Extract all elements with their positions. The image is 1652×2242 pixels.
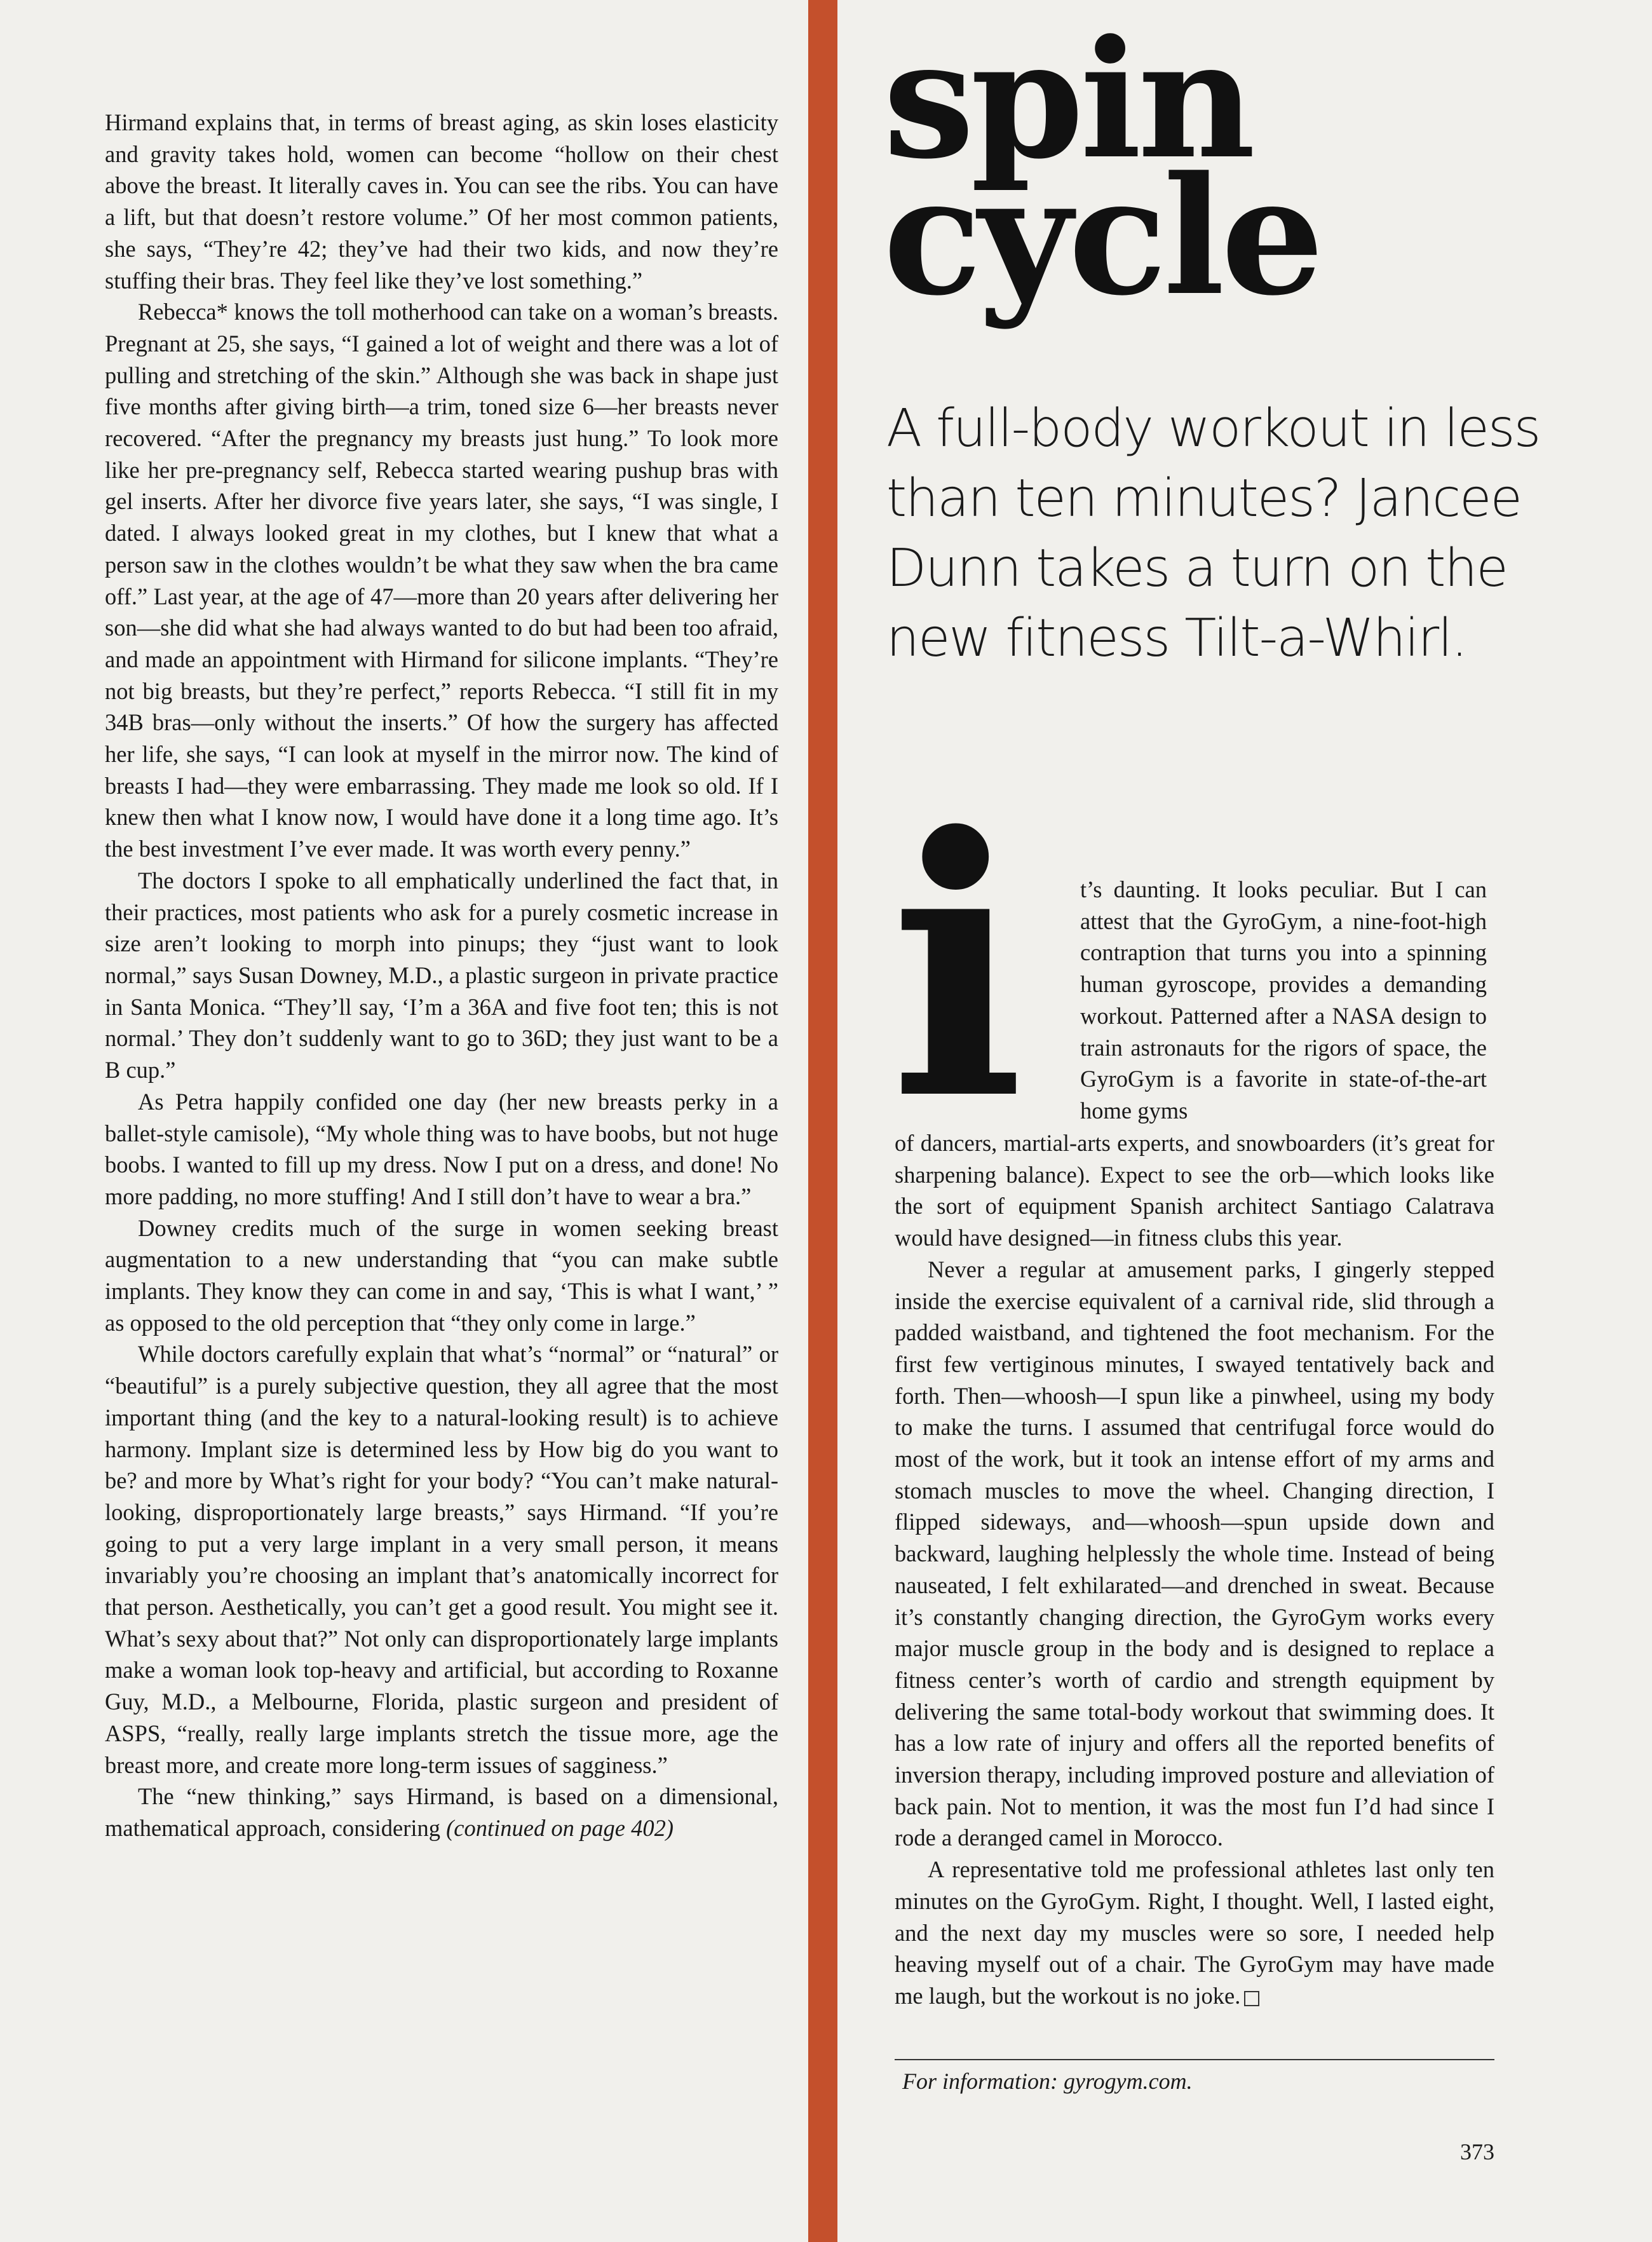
paragraph: Hirmand explains that, in terms of breast aging, as skin loses elasticity and gravity takes hold, women can become “hollow on their chest above the breast. It literally caves in. You can see the ribs. You can have a lift, but that doesn’t restore volume.” Of her most common patients, she says, “They’re 42; they’ve had their two kids, and now they’re stuffing their bras. They feel like they’ve lost something.” (105, 109, 778, 294)
paragraph-last (895, 1854, 1494, 2012)
paragraph-text: A representative told me professional athletes last only ten minutes on the GyroGym. Right, I thought. Well, I lasted eight, and the next day my muscles were so sore, I needed help heaving myself out of a chair. The GyroGym may have made me laugh, but the workout is no joke. (895, 1856, 1494, 2009)
info-rule (895, 2059, 1494, 2060)
end-mark-icon (1244, 1991, 1259, 2006)
column-divider-bar (808, 0, 837, 2242)
paragraph: Rebecca* knows the toll motherhood can take on a woman’s breasts. Pregnant at 25, she says, “I gained a lot of weight and there was a lot of pulling and stretching of the skin.” Although she was back in shape just five months after giving birth—a trim, toned size 6—her breasts never recovered. “After the pregnancy my breasts just hung.” To look more like her pre-pregnancy self, Rebecca started wearing pushup bras with gel inserts. After her divorce five years later, she says, “I was single, I dated. I always looked great in my clothes, but I knew that what a person saw in the clothes wouldn’t be what they saw when the bra came off.” Last year, at the age of 47—more than 20 years after delivering her son—she did what she had always wanted to do but had been too afraid, and made an appointment with Hirmand for silicone implants. “They’re not big breasts, but they’re perfect,” reports Rebecca. “I still fit in my 34B bras—only without the inserts.” Of how the surgery has affected her life, she says, “I can look at myself in the mirror now. The kind of breasts I had—they were embarrassing. They made me look so old. If I knew then what I know now, I would have done it a long time ago. It’s the best investment I’ve ever made. It was worth every penny.” (105, 299, 778, 862)
right-column-text (895, 1127, 1494, 2012)
continued-note: (continued on page 402) (446, 1814, 674, 1841)
article-deck: A full-body workout in less than ten minutes? Jancee Dunn takes a turn on the new fitness Tilt-a-Whirl. (886, 398, 1540, 669)
paragraph-text: The “new thinking,” says Hirmand, is based on a dimensional, mathematical approach, considering (105, 1783, 778, 1841)
paragraph: As Petra happily confided one day (her new breasts perky in a ballet-style camisole), “My whole thing was to have boobs, but not huge boobs. I wanted to fill up my dress. Now I put on a dress, and done! No more padding, no more stuffing! And I still don’t have to wear a bra.” (105, 1088, 778, 1209)
headline-line-2: cycle (883, 142, 1320, 332)
article-headline (883, 5, 1582, 332)
headline-line-1: spin (883, 5, 1252, 195)
page-number: 373 (1460, 2139, 1494, 2164)
paragraph: Never a regular at amusement parks, I gingerly stepped inside the exercise equivalent of a carnival ride, slid through a padded waistband, and tightened the foot mechanism. For the first few vertiginous minutes, I swayed tentatively back and forth. Then—whoosh—I spun like a pinwheel, using my body to make the turns. I assumed that centrifugal force would do most of the work, but it took an intense effort of my arms and stomach muscles to move the wheel. Changing direction, I flipped sideways, and—whoosh—spun upside down and backward, laughing helplessly the whole time. Instead of being nauseated, I felt exhilarated—and drenched in sweat. Because it’s constantly changing direction, the GyroGym works every major muscle group in the body and is designed to replace a fitness center’s worth of cardio and strength equipment by delivering the same total-body workout that swimming does. It has a low rate of injury and offers all the reported benefits of inversion therapy, including improved posture and alleviation of back pain. Not to mention, it was the most fun I’d had since I rode a deranged camel in Morocco. (895, 1256, 1494, 1851)
paragraph-last (105, 1781, 778, 1844)
paragraph: While doctors carefully explain that what’s “normal” or “natural” or “beautiful” is a purely subjective question, they all agree that the most important thing (and the key to a natural-looking result) is to achieve harmony. Implant size is determined less by How big do you want to be? and more by What’s right for your body? “You can’t make natural-looking, disproportionately large breasts,” says Hirmand. “If you’re going to put a very large implant in a very small person, it means invariably you’re choosing an implant that’s anatomically incorrect for that person. Aesthetically, you can’t get a good result. You might see it. What’s sexy about that?” Not only can disproportionately large implants make a woman look top-heavy and artificial, but according to Roxanne Guy, M.D., a Melbourne, Florida, plastic surgeon and president of ASPS, “really, really large implants stretch the tissue more, age the breast more, and create more long-term issues of sagginess.” (105, 1341, 778, 1778)
left-column-text (105, 107, 778, 1844)
paragraph: of dancers, martial-arts experts, and snowboarders (it’s great for sharpening balance). Expect to see the orb—which looks like the sort of equipment Spanish architect Santiago Calatrava would have designed—in fitness clubs this year. (895, 1130, 1494, 1251)
drop-cap: i (890, 760, 1025, 1178)
paragraph: The doctors I spoke to all emphatically underlined the fact that, in their practices, most patients who ask for a purely cosmetic increase in size aren’t looking to morph into pinups; they “just want to look normal,” says Susan Downey, M.D., a plastic surgeon in private practice in Santa Monica. “They’ll say, ‘I’m a 36A and five foot ten; this is not normal.’ They don’t suddenly want to go to 36D; they just want to be a B cup.” (105, 867, 778, 1084)
paragraph: Downey credits much of the surge in women seeking breast augmentation to a new understanding that “you can make subtle implants. They know they can come in and say, ‘This is what I want,’ ” as opposed to the old perception that “they only come in large.” (105, 1214, 778, 1336)
article-lead-text: t’s daunting. It looks peculiar. But I can attest that the GyroGym, a nine-foot-high contraption that turns you into a spinning human gyroscope, provides a demanding workout. Patterned after a NASA design to train astronauts for the rigors of space, the GyroGym is a favorite in state-of-the-art home gyms (1080, 876, 1487, 1124)
info-line: For information: gyrogym.com. (902, 2069, 1193, 2094)
